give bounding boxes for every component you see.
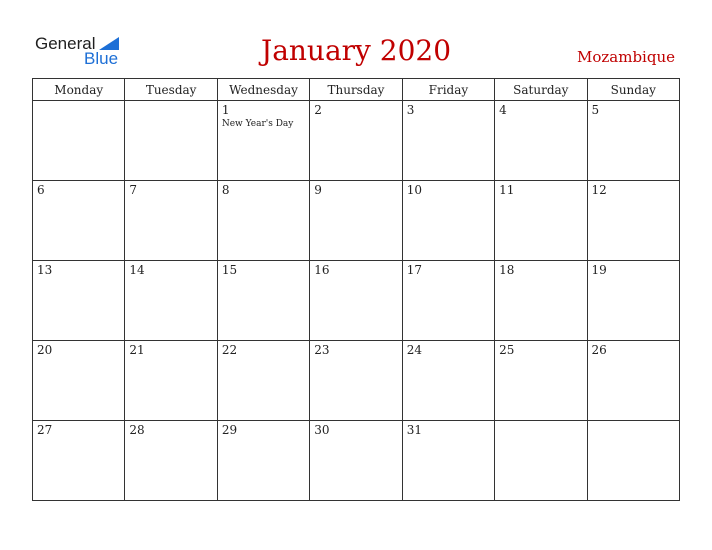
day-cell bbox=[402, 341, 494, 421]
day-number: 13 bbox=[37, 263, 53, 277]
day-cell bbox=[125, 101, 217, 181]
week-row bbox=[33, 261, 680, 341]
week-row bbox=[33, 421, 680, 501]
day-number: 11 bbox=[499, 183, 515, 197]
day-number: 31 bbox=[406, 423, 422, 437]
day-number: 14 bbox=[129, 263, 145, 277]
day-cell bbox=[587, 101, 679, 181]
week-row bbox=[33, 181, 680, 261]
day-cell bbox=[125, 181, 217, 261]
holiday-label: New Year's Day bbox=[221, 119, 294, 129]
weekday-header: Tuesday bbox=[125, 79, 217, 101]
day-cell bbox=[33, 101, 125, 181]
day-cell bbox=[217, 341, 309, 421]
day-number: 7 bbox=[129, 183, 138, 197]
day-number: 22 bbox=[221, 343, 238, 357]
day-cell bbox=[587, 341, 679, 421]
day-cell bbox=[217, 181, 309, 261]
logo-text-general: General bbox=[35, 34, 96, 53]
day-number: 3 bbox=[406, 103, 415, 117]
day-number: 17 bbox=[406, 263, 422, 277]
day-cell bbox=[495, 101, 587, 181]
day-number: 26 bbox=[591, 343, 607, 357]
day-number: 10 bbox=[406, 183, 422, 197]
day-cell bbox=[310, 341, 402, 421]
logo-text-blue: Blue bbox=[84, 49, 119, 68]
weekday-header: Monday bbox=[33, 79, 125, 101]
day-number: 12 bbox=[591, 183, 607, 197]
day-cell bbox=[587, 261, 679, 341]
day-number: 29 bbox=[221, 423, 238, 437]
week-row bbox=[33, 341, 680, 421]
day-cell bbox=[587, 421, 679, 501]
day-cell bbox=[217, 421, 309, 501]
day-number: 25 bbox=[499, 343, 515, 357]
day-cell bbox=[310, 421, 402, 501]
weekday-header: Wednesday bbox=[217, 79, 309, 101]
day-number: 18 bbox=[499, 263, 515, 277]
day-number: 8 bbox=[221, 183, 230, 197]
day-number: 6 bbox=[37, 183, 45, 197]
day-cell bbox=[33, 341, 125, 421]
day-number: 5 bbox=[591, 103, 600, 117]
day-cell bbox=[125, 341, 217, 421]
day-cell bbox=[217, 101, 309, 181]
page-title: January 2020 bbox=[260, 34, 452, 67]
day-cell bbox=[402, 181, 494, 261]
day-cell bbox=[587, 181, 679, 261]
day-number: 16 bbox=[314, 263, 330, 277]
day-cell bbox=[495, 261, 587, 341]
day-number: 27 bbox=[37, 423, 53, 437]
weekday-header-row bbox=[33, 79, 680, 101]
day-cell bbox=[310, 261, 402, 341]
day-number: 23 bbox=[314, 343, 330, 357]
day-number: 15 bbox=[221, 263, 238, 277]
calendar-grid bbox=[32, 78, 680, 501]
day-number: 1 bbox=[221, 103, 230, 117]
day-cell bbox=[310, 101, 402, 181]
weekday-header: Friday bbox=[402, 79, 494, 101]
week-row bbox=[33, 101, 680, 181]
day-cell bbox=[402, 261, 494, 341]
day-cell bbox=[310, 181, 402, 261]
day-cell bbox=[33, 421, 125, 501]
day-number: 30 bbox=[314, 423, 330, 437]
day-number: 19 bbox=[591, 263, 607, 277]
day-cell bbox=[495, 421, 587, 501]
day-cell bbox=[402, 421, 494, 501]
day-cell bbox=[495, 181, 587, 261]
day-cell bbox=[495, 341, 587, 421]
day-cell bbox=[125, 261, 217, 341]
day-cell bbox=[33, 261, 125, 341]
day-cell bbox=[402, 101, 494, 181]
day-number: 2 bbox=[314, 103, 322, 117]
day-number: 28 bbox=[129, 423, 145, 437]
day-number: 9 bbox=[314, 183, 322, 197]
weekday-header: Sunday bbox=[587, 79, 679, 101]
weekday-header: Thursday bbox=[310, 79, 402, 101]
country-label: Mozambique bbox=[577, 48, 675, 66]
day-number: 4 bbox=[499, 103, 507, 117]
weekday-header: Saturday bbox=[495, 79, 587, 101]
day-cell bbox=[125, 421, 217, 501]
day-cell bbox=[217, 261, 309, 341]
day-cell bbox=[33, 181, 125, 261]
day-number: 20 bbox=[37, 343, 53, 357]
day-number: 21 bbox=[129, 343, 145, 357]
day-number: 24 bbox=[406, 343, 422, 357]
